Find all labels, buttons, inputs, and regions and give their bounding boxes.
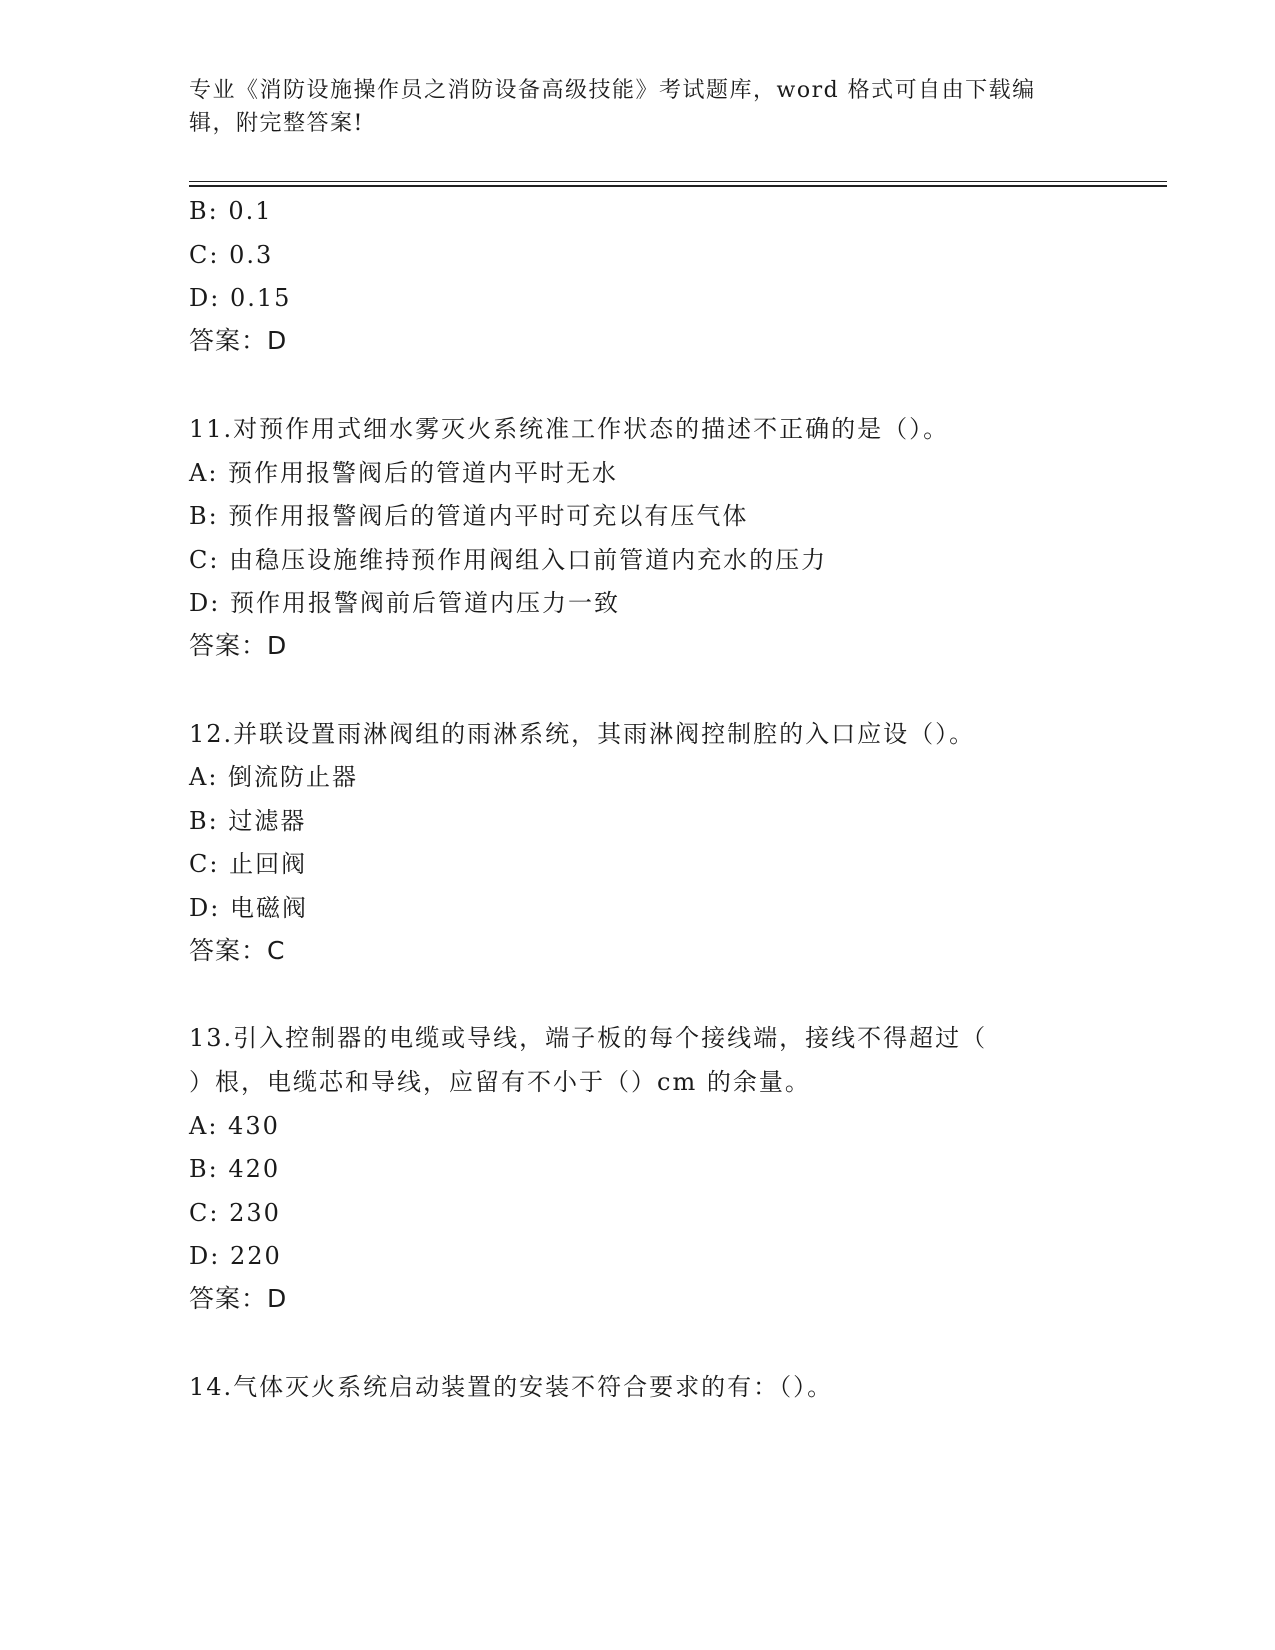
q11-option-c: C: 由稳压设施维持预作用阀组入口前管道内充水的压力 <box>189 546 828 574</box>
q11-option-d: D: 预作用报警阀前后管道内压力一致 <box>189 589 620 617</box>
q11-option-b: B: 预作用报警阀后的管道内平时可充以有压气体 <box>189 502 749 530</box>
q10-option-c: C: 0.3 <box>189 241 274 269</box>
q14-stem: 14.气体灭火系统启动装置的安装不符合要求的有：（）。 <box>189 1373 834 1401</box>
header-line-2: 辑，附完整答案! <box>189 111 364 136</box>
q10-answer: 答案：D <box>189 326 288 355</box>
q13-stem-line-1: 13.引入控制器的电缆或导线，端子板的每个接线端，接线不得超过（ <box>189 1024 988 1052</box>
q12-option-c: C: 止回阀 <box>189 850 308 878</box>
q13-stem-line-2: ）根，电缆芯和导线，应留有不小于（）cm 的余量。 <box>189 1068 811 1096</box>
q13-answer: 答案：D <box>189 1284 288 1313</box>
q11-answer: 答案：D <box>189 631 288 660</box>
q11-option-a: A: 预作用报警阀后的管道内平时无水 <box>189 459 619 487</box>
q10-option-b: B: 0.1 <box>189 197 273 225</box>
q10-option-d: D: 0.15 <box>189 284 292 312</box>
document-header <box>189 74 1089 140</box>
q12-stem: 12.并联设置雨淋阀组的雨淋系统，其雨淋阀控制腔的入口应设（）。 <box>189 720 976 748</box>
q13-option-c: C: 230 <box>189 1199 281 1227</box>
q12-option-a: A: 倒流防止器 <box>189 763 359 791</box>
q12-option-d: D: 电磁阀 <box>189 894 308 922</box>
header-line-1: 专业《消防设施操作员之消防设备高级技能》考试题库，word 格式可自由下载编 <box>189 78 1036 103</box>
q12-option-b: B: 过滤器 <box>189 807 307 835</box>
q13-option-d: D: 220 <box>189 1242 282 1270</box>
q11-stem: 11.对预作用式细水雾灭火系统准工作状态的描述不正确的是（）。 <box>189 415 950 443</box>
q12-answer: 答案：C <box>189 936 286 965</box>
q13-option-a: A: 430 <box>189 1112 280 1140</box>
header-divider-thin <box>189 181 1167 182</box>
header-divider-thick <box>189 185 1167 187</box>
q13-option-b: B: 420 <box>189 1155 281 1183</box>
